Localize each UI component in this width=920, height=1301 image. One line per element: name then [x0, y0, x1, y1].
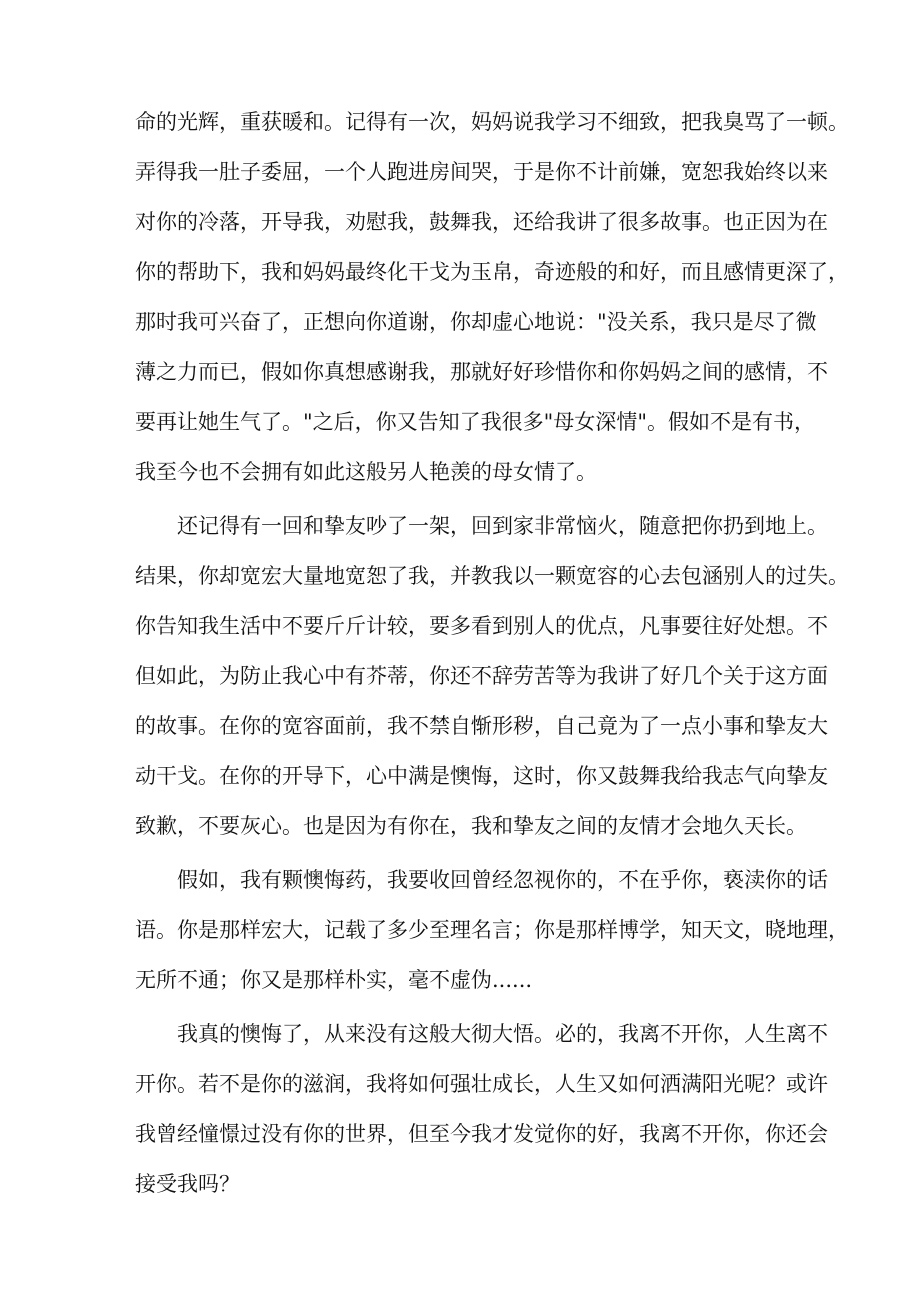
paragraph-2-line-6: 动干戈。在你的开导下，心中满是懊悔，这时，你又鼓舞我给我志气向挚友 [135, 764, 828, 788]
paragraph-4-line-3: 我曾经憧憬过没有你的世界，但至今我才发觉你的好，我离不开你，你还会 [135, 1122, 828, 1146]
paragraph-2-line-1: 还记得有一回和挚友吵了一架，回到家非常恼火，随意把你扔到地上。 [177, 514, 828, 538]
paragraph-1-line-8: 我至今也不会拥有如此这般另人艳羡的母女情了。 [135, 460, 597, 484]
paragraph-2-line-5: 的故事。在你的宽容面前，我不禁自惭形秽，自己竟为了一点小事和挚友大 [135, 714, 828, 738]
paragraph-1-line-5: 那时我可兴奋了，正想向你道谢，你却虚心地说："没关系，我只是尽了微 [135, 310, 817, 334]
paragraph-4-line-1: 我真的懊悔了，从来没有这般大彻大悟。必的，我离不开你，人生离不 [177, 1022, 828, 1046]
paragraph-1-line-1: 命的光辉，重获暖和。记得有一次，妈妈说我学习不细致，把我臭骂了一顿。 [135, 110, 849, 134]
paragraph-2-line-4: 但如此，为防止我心中有芥蒂，你还不辞劳苦等为我讲了好几个关于这方面 [135, 664, 828, 688]
paragraph-1-line-4: 你的帮助下，我和妈妈最终化干戈为玉帛，奇迹般的和好，而且感情更深了， [135, 260, 849, 284]
paragraph-1-line-2: 弄得我一肚子委屈，一个人跑进房间哭，于是你不计前嫌，宽恕我始终以来 [135, 160, 828, 184]
paragraph-4-line-2: 开你。若不是你的滋润，我将如何强壮成长，人生又如何洒满阳光呢？或许 [135, 1072, 828, 1096]
paragraph-2-line-7: 致歉，不要灰心。也是因为有你在，我和挚友之间的友情才会地久天长。 [135, 814, 807, 838]
paragraph-2-line-3: 你告知我生活中不要斤斤计较，要多看到别人的优点，凡事要往好处想。不 [135, 614, 828, 638]
paragraph-3-line-1: 假如，我有颗懊悔药，我要收回曾经忽视你的，不在乎你，亵渎你的话 [177, 868, 828, 892]
paragraph-3-line-3: 无所不通；你又是那样朴实，毫不虚伪...... [135, 968, 533, 992]
document-body [135, 106, 849, 1218]
paragraph-4-line-4: 接受我吗？ [135, 1172, 240, 1196]
paragraph-2-line-2: 结果，你却宽宏大量地宽恕了我，并教我以一颗宽容的心去包涵别人的过失。 [135, 564, 849, 588]
paragraph-1-line-6: 薄之力而已，假如你真想感谢我，那就好好珍惜你和你妈妈之间的感情，不 [135, 360, 828, 384]
paragraph-1-line-7: 要再让她生气了。"之后，你又告知了我很多"母女深情"。假如不是有书， [135, 410, 815, 434]
paragraph-3-line-2: 语。你是那样宏大，记载了多少至理名言；你是那样博学，知天文，晓地理， [135, 918, 849, 942]
paragraph-1-line-3: 对你的冷落，开导我，劝慰我，鼓舞我，还给我讲了很多故事。也正因为在 [135, 210, 828, 234]
